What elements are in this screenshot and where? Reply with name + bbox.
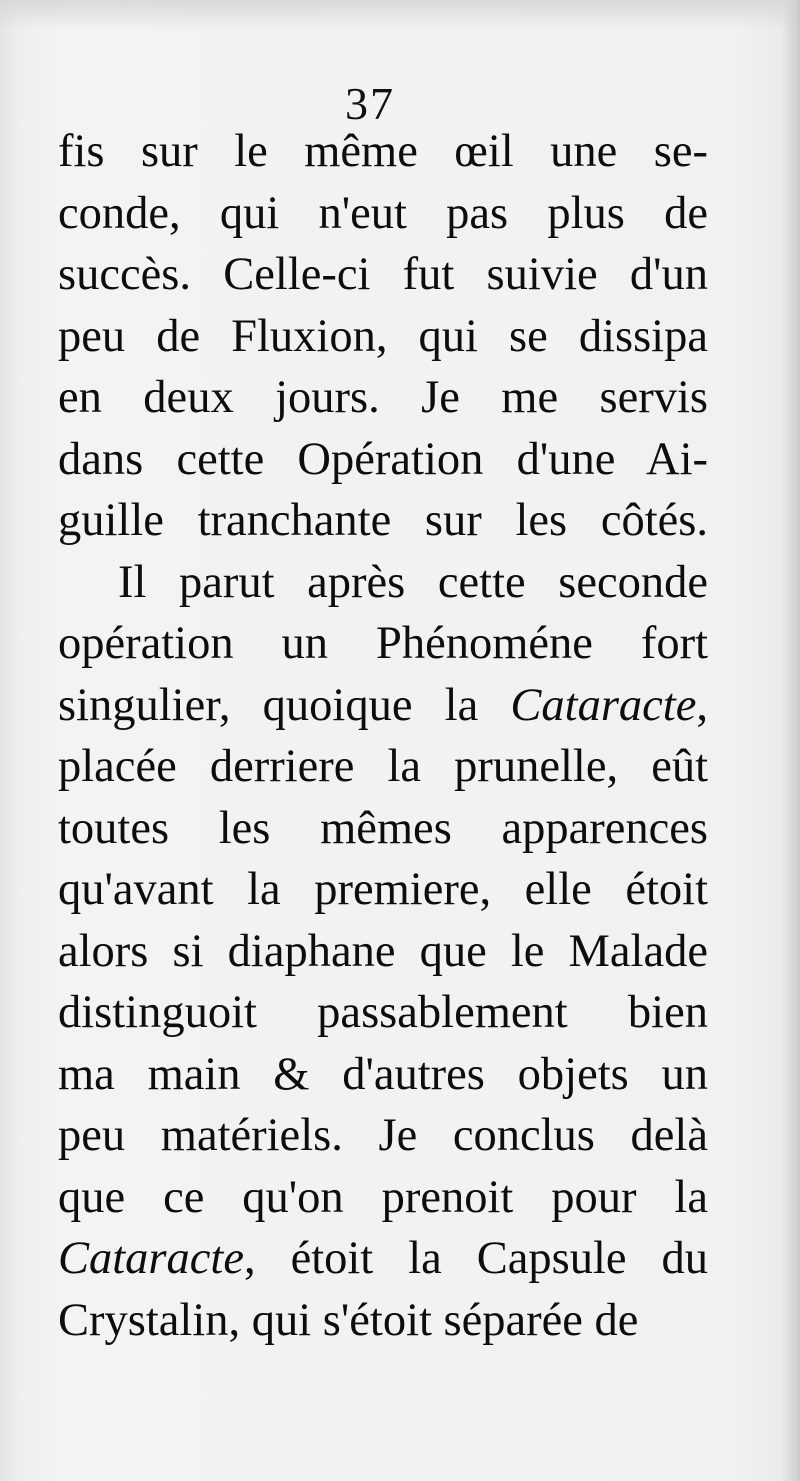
page-edge-shadow — [782, 0, 800, 1481]
text-line: en deux jours. Je me servis — [58, 372, 708, 423]
text-line: placée derriere la prunelle, eût — [58, 741, 708, 792]
text-segment: singulier, quoique la — [58, 679, 511, 731]
text-line: ma main & d'autres objets un — [58, 1048, 708, 1100]
text-line: conde, qui n'eut pas plus de — [58, 187, 708, 239]
italic-term: Cataracte — [510, 679, 697, 731]
text-line: Crystalin, qui s'étoit séparée de — [58, 1294, 639, 1346]
text-segment: , étoit la Capsule du — [243, 1233, 708, 1284]
page-shadow-top — [0, 0, 800, 30]
italic-term: Cataracte — [58, 1233, 244, 1284]
text-line — [58, 675, 708, 737]
text-line: alors si diaphane que le Malade — [58, 925, 708, 977]
text-line: opération un Phénoméne fort — [58, 618, 708, 669]
text-line: succès. Celle-ci fut suivie d'un — [58, 249, 708, 300]
text-line: guille tranchante sur les côtés. — [58, 495, 708, 546]
text-line: que ce qu'on prenoit pour la — [58, 1171, 708, 1223]
text-line: Il parut après cette seconde — [118, 556, 708, 608]
text-line: peu de Fluxion, qui se dissipa — [58, 310, 708, 362]
text-line: peu matériels. Je conclus delà — [58, 1110, 708, 1161]
text-line: qu'avant la premiere, elle étoit — [58, 864, 708, 915]
text-line: dans cette Opération d'une Ai- — [58, 433, 708, 485]
text-line: fis sur le même œil une se- — [58, 126, 708, 177]
text-segment: , — [696, 679, 708, 731]
text-line: toutes les mêmes apparences — [58, 802, 708, 854]
body-text — [58, 121, 708, 1351]
page-number: 37 — [345, 78, 395, 129]
text-line: distinguoit passablement bien — [58, 987, 708, 1038]
text-line — [58, 1228, 708, 1290]
